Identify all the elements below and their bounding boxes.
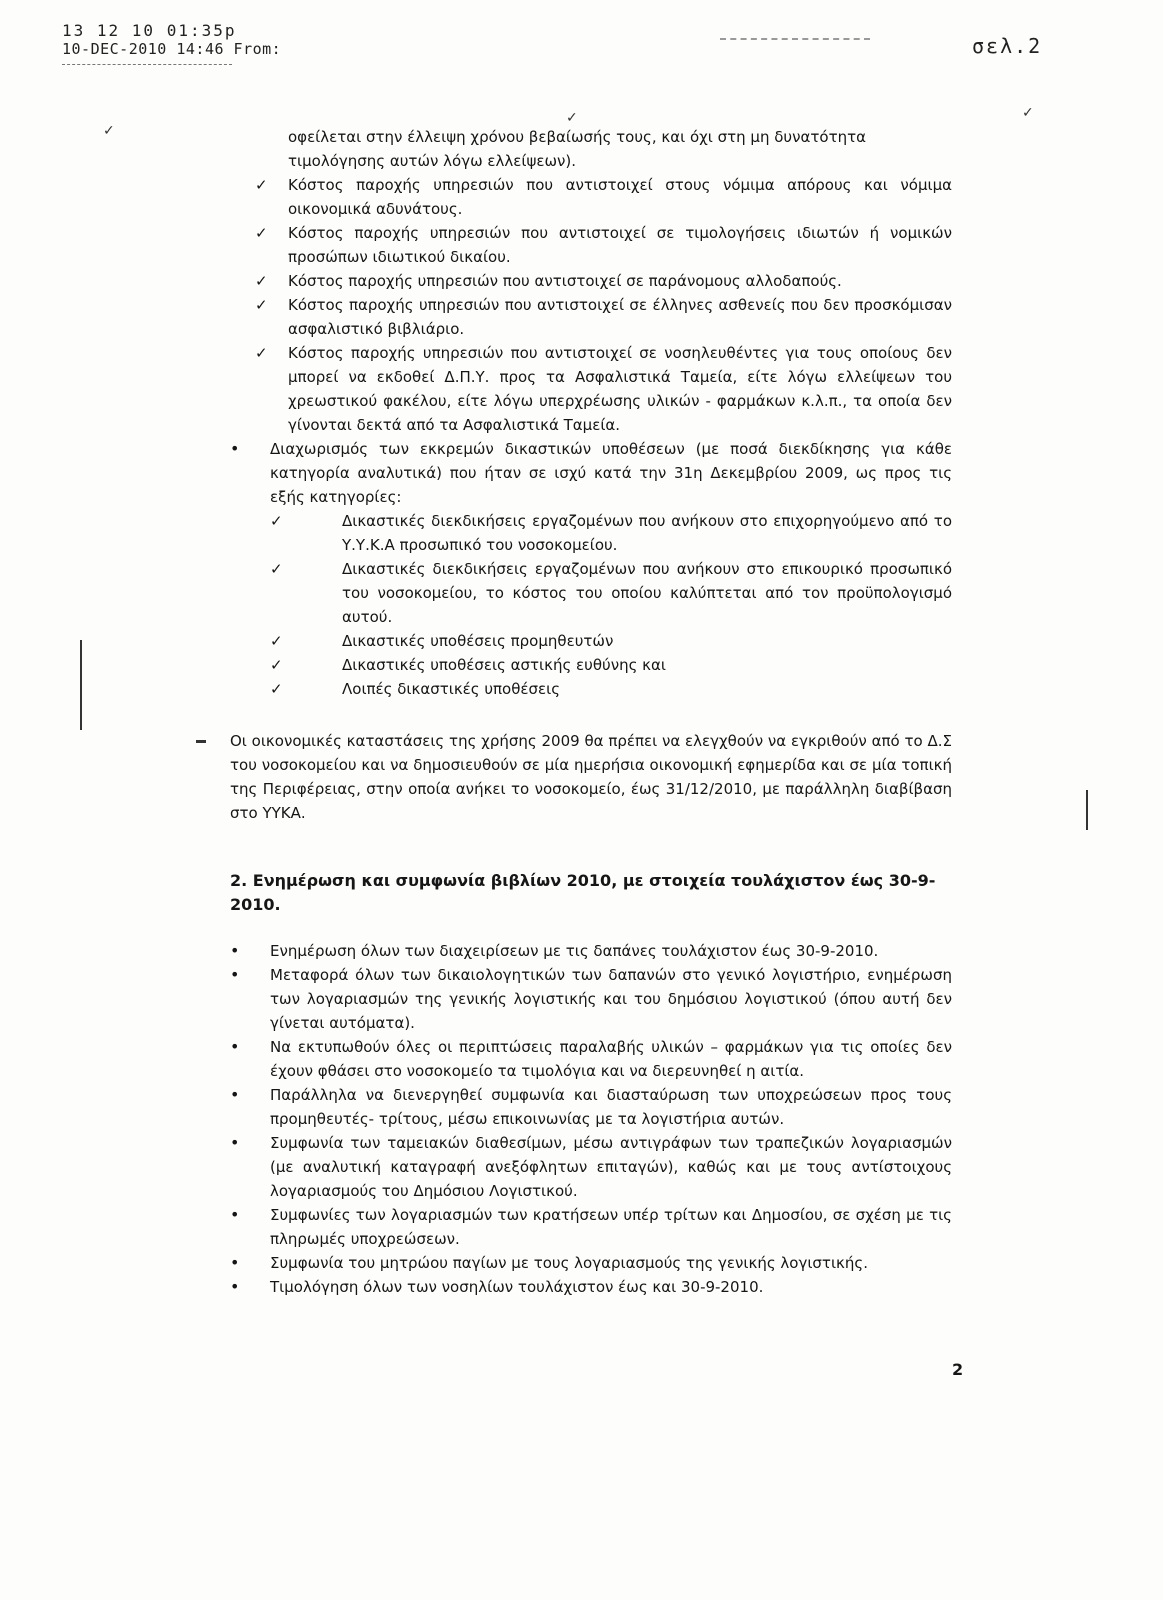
section-2-item xyxy=(230,963,952,1035)
litigation-category xyxy=(270,653,952,677)
litigation-list xyxy=(230,437,952,701)
cost-item xyxy=(255,221,952,269)
fax-sender-line: 10-DEC-2010 14:46 From: xyxy=(62,40,282,58)
checkmark-icon: ✓ xyxy=(255,272,268,290)
litigation-intro: Διαχωρισμός των εκκρεμών δικαστικών υποθέσεων (με ποσά διεκδίκησης για κάθε κατηγορία αναλυτικά) που ήταν σε ισχύ κατά την 31η Δεκεμβρίου 2009, ως προς τις εξής κατηγορίες: xyxy=(270,440,952,506)
bullet-icon: • xyxy=(230,965,240,984)
litigation-category xyxy=(270,677,952,701)
document-body xyxy=(230,125,952,1299)
section-2-list xyxy=(230,939,952,1299)
scan-line-right xyxy=(1086,790,1088,830)
section-2-item-text: Μεταφορά όλων των δικαιολογητικών των δαπανών στο γενικό λογιστήριο, ενημέρωση των λογαριασμών της γενικής λογιστικής και του δημόσιου λογιστικού (όπου αυτή δεν γίνεται αυτόματα). xyxy=(270,966,952,1032)
cost-item xyxy=(255,293,952,341)
bullet-icon: • xyxy=(230,1277,240,1296)
section-2-item-text: Συμφωνίες των λογαριασμών των κρατήσεων υπέρ τρίτων και Δημοσίου, σε σχέση με τις πληρωμές υποχρεώσεων. xyxy=(270,1206,952,1248)
scan-mark: ✓ xyxy=(103,123,115,139)
cost-item xyxy=(255,173,952,221)
scan-mark: ✓ xyxy=(566,110,578,126)
section-2-item xyxy=(230,1131,952,1203)
checkmark-icon: ✓ xyxy=(255,224,268,242)
section-2-item-text: Συμφωνία των ταμειακών διαθεσίμων, μέσω αντιγράφων των τραπεζικών λογαριασμών (με αναλυτική καταγραφή ανεξόφλητων επιταγών), καθώς και με τους αντίστοιχους λογαριασμούς του Δημόσιου Λογιστικού. xyxy=(270,1134,952,1200)
continuation-line: τιμολόγησης αυτών λόγω ελλείψεων). xyxy=(288,152,577,170)
page-number: 2 xyxy=(952,1360,964,1379)
section-2-item-text: Παράλληλα να διενεργηθεί συμφωνία και διασταύρωση των υποχρεώσεων προς τους προμηθευτές- τρίτους, μέσω επικοινωνίας με τα λογιστήρια αυτών. xyxy=(270,1086,952,1128)
litigation-item xyxy=(230,437,952,701)
checkmark-icon: ✓ xyxy=(255,176,268,194)
cost-item-text: Κόστος παροχής υπηρεσιών που αντιστοιχεί στους νόμιμα απόρους και νόμιμα οικονομικά αδυνάτους. xyxy=(288,176,952,218)
cost-item xyxy=(255,341,952,437)
cost-item xyxy=(255,269,952,293)
closing-paragraph: Οι οικονομικές καταστάσεις της χρήσης 2009 θα πρέπει να ελεγχθούν να εγκριθούν από το Δ.Σ του νοσοκομείου και να δημοσιευθούν σε μία ημερήσια οικονομική εφημερίδα και σε μία τοπική της Περιφέρειας, στην οποία ανήκει το νοσοκομείο, έως 31/12/2010, με παράλληλη διαβίβαση στο ΥΥΚΑ. xyxy=(230,732,952,822)
bullet-icon: • xyxy=(230,1085,240,1104)
section-2-item-text: Συμφωνία του μητρώου παγίων με τους λογαριασμούς της γενικής λογιστικής. xyxy=(270,1254,868,1272)
litigation-categories xyxy=(270,509,952,701)
litigation-category-text: Λοιπές δικαστικές υποθέσεις xyxy=(342,680,561,698)
continuation-line: οφείλεται στην έλλειψη χρόνου βεβαίωσής τους, και όχι στη μη δυνατότητα xyxy=(288,128,867,146)
checkmark-icon: ✓ xyxy=(270,560,283,578)
fax-number-illegible xyxy=(720,38,870,40)
fax-page-ref: σελ.2 xyxy=(972,34,1043,58)
section-2-item-text: Να εκτυπωθούν όλες οι περιπτώσεις παραλαβής υλικών – φαρμάκων για τις οποίες δεν έχουν φθάσει στο νοσοκομείο τα τιμολόγια και να διερευνηθεί η αιτία. xyxy=(270,1038,952,1080)
scan-mark xyxy=(196,740,206,743)
litigation-category xyxy=(270,509,952,557)
cost-items-list xyxy=(230,173,952,437)
checkmark-icon: ✓ xyxy=(255,344,268,362)
litigation-category xyxy=(270,629,952,653)
section-2-item xyxy=(230,1275,952,1299)
section-2-item xyxy=(230,1203,952,1251)
cost-item-text: Κόστος παροχής υπηρεσιών που αντιστοιχεί σε έλληνες ασθενείς που δεν προσκόμισαν ασφαλιστικό βιβλιάριο. xyxy=(288,296,952,338)
checkmark-icon: ✓ xyxy=(270,632,283,650)
cost-item-text: Κόστος παροχής υπηρεσιών που αντιστοιχεί σε νοσηλευθέντες για τους οποίους δεν μπορεί να εκδοθεί Δ.Π.Υ. προς τα Ασφαλιστικά Ταμεία, είτε λόγω ελλείψεων του χρεωστικού φακέλου, είτε λόγω υπερχρέωσης υλικών - φαρμάκων κ.λ.π., τα οποία δεν γίνονται δεκτά από τα Ασφαλιστικά Ταμεία. xyxy=(288,344,952,434)
checkmark-icon: ✓ xyxy=(270,512,283,530)
fax-rule xyxy=(62,64,232,65)
checkmark-icon: ✓ xyxy=(270,680,283,698)
bullet-icon: • xyxy=(230,1205,240,1224)
section-2-item xyxy=(230,1083,952,1131)
litigation-category-text: Δικαστικές διεκδικήσεις εργαζομένων που ανήκουν στο επικουρικό προσωπικό του νοσοκομείου, το κόστος του οποίου καλύπτεται από τον προϋπολογισμό αυτού. xyxy=(342,560,952,626)
cost-item-text: Κόστος παροχής υπηρεσιών που αντιστοιχεί σε παράνομους αλλοδαπούς. xyxy=(288,272,842,290)
checkmark-icon: ✓ xyxy=(270,656,283,674)
checkmark-icon: ✓ xyxy=(255,296,268,314)
litigation-category xyxy=(270,557,952,629)
bullet-icon: • xyxy=(230,1133,240,1152)
section-2-item xyxy=(230,1035,952,1083)
fax-header xyxy=(62,22,281,65)
bullet-icon: • xyxy=(230,1253,240,1272)
section-2-item xyxy=(230,939,952,963)
litigation-category-text: Δικαστικές διεκδικήσεις εργαζομένων που ανήκουν στο επιχορηγούμενο από το Υ.Υ.Κ.Α προσωπικό του νοσοκομείου. xyxy=(342,512,952,554)
fax-timestamp: 13 12 10 01:35p xyxy=(62,21,237,40)
section-2-item-text: Ενημέρωση όλων των διαχειρίσεων με τις δαπάνες τουλάχιστον έως 30-9-2010. xyxy=(270,942,879,960)
bullet-icon: • xyxy=(230,439,240,458)
section-2-item-text: Τιμολόγηση όλων των νοσηλίων τουλάχιστον έως και 30-9-2010. xyxy=(270,1278,764,1296)
bullet-icon: • xyxy=(230,941,240,960)
cost-item-text: Κόστος παροχής υπηρεσιών που αντιστοιχεί σε τιμολογήσεις ιδιωτών ή νομικών προσώπων ιδιωτικού δικαίου. xyxy=(288,224,952,266)
section-2-item xyxy=(230,1251,952,1275)
section-2-heading: 2. Ενημέρωση και συμφωνία βιβλίων 2010, με στοιχεία τουλάχιστον έως 30-9-2010. xyxy=(230,871,936,914)
scan-line-left xyxy=(80,640,82,730)
continuation-text xyxy=(230,125,952,173)
litigation-category-text: Δικαστικές υποθέσεις αστικής ευθύνης και xyxy=(342,656,666,674)
bullet-icon: • xyxy=(230,1037,240,1056)
scan-mark: ✓ xyxy=(1022,105,1034,121)
litigation-category-text: Δικαστικές υποθέσεις προμηθευτών xyxy=(342,632,614,650)
